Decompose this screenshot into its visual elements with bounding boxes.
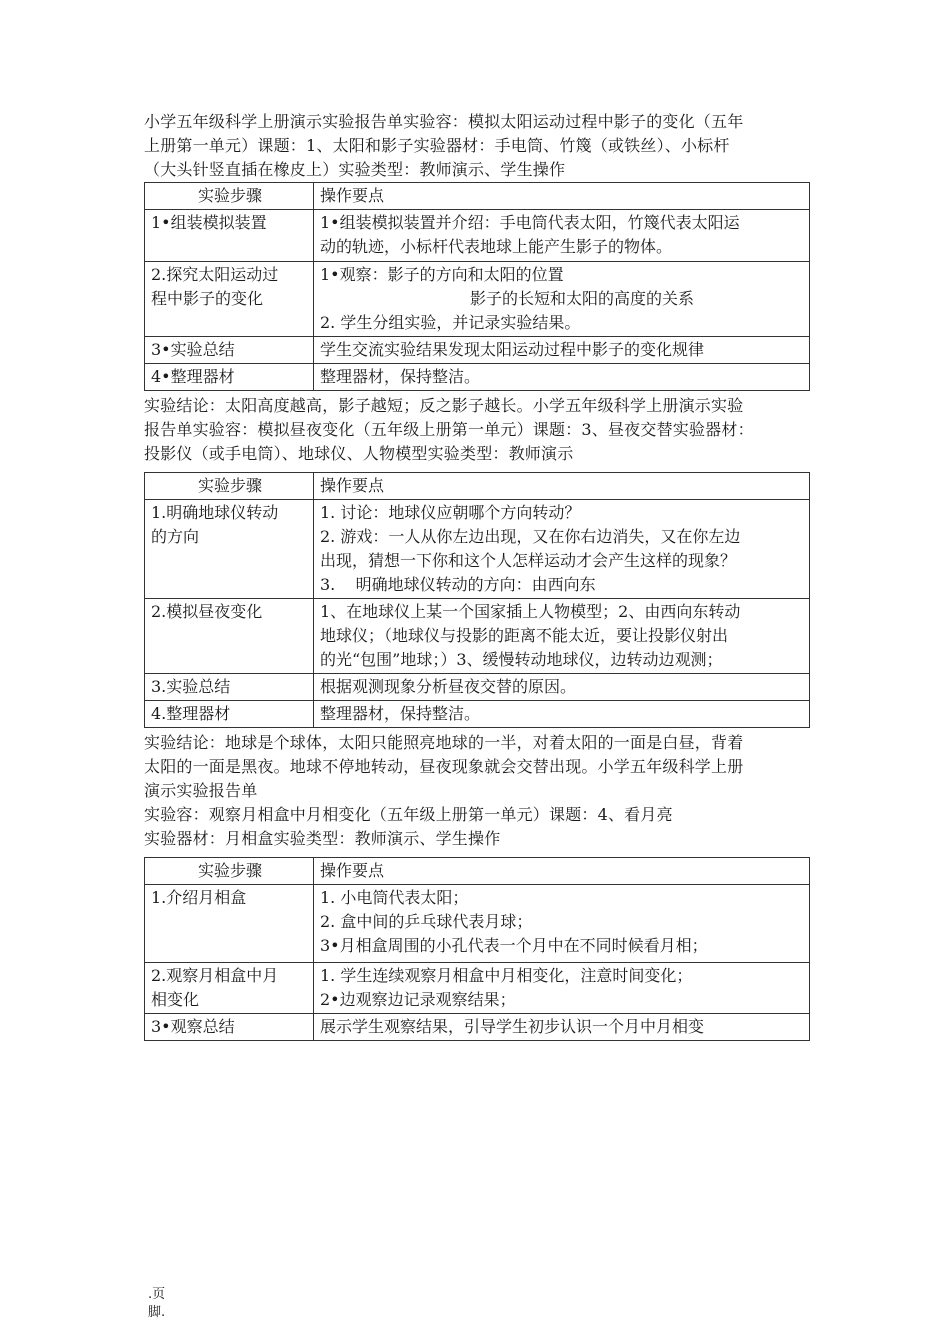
header-points: 操作要点 (314, 858, 810, 885)
experiment-table-2 (144, 472, 810, 728)
table-header-row (145, 183, 810, 210)
point-text: 2. 游戏：一人从你左边出现，又在你右边消失，又在你左边 (320, 527, 741, 546)
step-text: 4•整理器材 (151, 367, 235, 386)
section2-intro (144, 394, 810, 466)
points-cell (314, 337, 810, 364)
text-line: （大头针竖直插在橡皮上）实验类型：教师演示、学生操作 (144, 160, 566, 179)
text-line: 演示实验报告单 (144, 781, 258, 800)
table-row (145, 1014, 810, 1041)
table-row (145, 500, 810, 599)
step-text: 2.观察月相盒中月 (151, 966, 279, 985)
point-text: 整理器材，保持整洁。 (320, 704, 481, 723)
text-line: 实验结论：太阳高度越高，影子越短；反之影子越长。小学五年级科学上册演示实验 (144, 396, 744, 415)
point-text: 1. 讨论：地球仪应朝哪个方向转动？ (320, 503, 581, 522)
table-row (145, 701, 810, 728)
step-cell (145, 885, 314, 963)
step-text: 1.介绍月相盒 (151, 888, 247, 907)
points-cell (314, 885, 810, 963)
table-header-row (145, 858, 810, 885)
point-text: 3•月相盒周围的小孔代表一个月中在不同时候看月相； (320, 936, 708, 955)
point-text: 的光“包围”地球；）3、缓慢转动地球仪，边转动边观测； (320, 650, 723, 669)
point-text: 3. 明确地球仪转动的方向：由西向东 (320, 575, 596, 594)
header-points: 操作要点 (314, 473, 810, 500)
document-page (144, 110, 810, 1041)
point-text: 展示学生观察结果，引导学生初步认识一个月中月相变 (320, 1017, 705, 1036)
step-text: 3•实验总结 (151, 340, 235, 359)
table-row (145, 963, 810, 1014)
point-text: 1、在地球仪上某一个国家插上人物模型；2、由西向东转动 (320, 602, 741, 621)
point-text: 2. 盒中间的乒乓球代表月球； (320, 912, 533, 931)
step-text: 4.整理器材 (151, 704, 231, 723)
points-cell (314, 599, 810, 674)
points-cell (314, 674, 810, 701)
step-text: 程中影子的变化 (151, 289, 264, 308)
table-row (145, 885, 810, 963)
table-row (145, 210, 810, 262)
point-text: 1•组装模拟装置并介绍：手电筒代表太阳，竹篾代表太阳运 (320, 213, 740, 232)
points-cell (314, 1014, 810, 1041)
step-text: 2.模拟昼夜变化 (151, 602, 263, 621)
point-text: 1. 学生连续观察月相盒中月相变化，注意时间变化； (320, 966, 693, 985)
step-cell (145, 599, 314, 674)
table-header-row (145, 473, 810, 500)
step-cell (145, 210, 314, 262)
step-text: 2.探究太阳运动过 (151, 265, 279, 284)
header-step: 实验步骤 (145, 858, 314, 885)
header-step: 实验步骤 (145, 183, 314, 210)
text-line: 实验结论：地球是个球体，太阳只能照亮地球的一半，对着太阳的一面是白昼，背着 (144, 733, 744, 752)
table-row (145, 599, 810, 674)
point-text: 2. 学生分组实验，并记录实验结果。 (320, 313, 581, 332)
point-text: 2•边观察边记录观察结果； (320, 990, 516, 1009)
experiment-table-1 (144, 182, 810, 391)
table-row (145, 262, 810, 337)
point-text: 1•观察：影子的方向和太阳的位置 (320, 265, 564, 284)
point-text: 整理器材，保持整洁。 (320, 367, 481, 386)
step-cell (145, 262, 314, 337)
step-text: 相变化 (151, 990, 200, 1009)
point-text: 地球仪；（地球仪与投影的距离不能太近，要让投影仪射出 (320, 626, 729, 645)
point-text: 根据观测现象分析昼夜交替的原因。 (320, 677, 577, 696)
step-cell (145, 1014, 314, 1041)
points-cell (314, 262, 810, 337)
points-cell (314, 364, 810, 391)
text-line: 报告单实验容：模拟昼夜变化（五年级上册第一单元）课题：3、昼夜交替实验器材： (144, 420, 754, 439)
header-points: 操作要点 (314, 183, 810, 210)
table-row (145, 337, 810, 364)
step-cell (145, 701, 314, 728)
step-text: 3.实验总结 (151, 677, 231, 696)
points-cell (314, 210, 810, 262)
point-text: 学生交流实验结果发现太阳运动过程中影子的变化规律 (320, 340, 705, 359)
step-cell (145, 674, 314, 701)
page-footer (148, 1286, 165, 1322)
text-line: 实验器材：月相盒实验类型：教师演示、学生操作 (144, 829, 501, 848)
step-text: 的方向 (151, 527, 200, 546)
footer-line: 脚. (148, 1305, 166, 1320)
text-line: 上册第一单元）课题：1、太阳和影子实验器材：手电筒、竹篾（或铁丝）、小标杆 (144, 136, 730, 155)
text-line: 实验容：观察月相盒中月相变化（五年级上册第一单元）课题：4、看月亮 (144, 805, 673, 824)
point-text: 出现，猜想一下你和这个人怎样运动才会产生这样的现象？ (320, 551, 737, 570)
step-cell (145, 337, 314, 364)
points-cell (314, 963, 810, 1014)
section1-intro (144, 110, 810, 182)
experiment-table-3 (144, 857, 810, 1041)
points-cell (314, 500, 810, 599)
step-cell (145, 500, 314, 599)
step-cell (145, 963, 314, 1014)
point-text: 影子的长短和太阳的高度的关系 (470, 289, 695, 308)
table-row (145, 364, 810, 391)
point-text: 1. 小电筒代表太阳； (320, 888, 469, 907)
header-step: 实验步骤 (145, 473, 314, 500)
points-cell (314, 701, 810, 728)
step-text: 1•组装模拟装置 (151, 213, 267, 232)
footer-line: .页 (148, 1287, 166, 1302)
step-text: 3•观察总结 (151, 1017, 235, 1036)
table-row (145, 674, 810, 701)
text-line: 小学五年级科学上册演示实验报告单实验容：模拟太阳运动过程中影子的变化（五年 (144, 112, 744, 131)
step-text: 1.明确地球仪转动 (151, 503, 279, 522)
point-text: 动的轨迹，小标杆代表地球上能产生影子的物体。 (320, 237, 673, 256)
section3-intro (144, 731, 810, 851)
step-cell (145, 364, 314, 391)
text-line: 投影仪（或手电筒）、地球仪、人物模型实验类型：教师演示 (144, 444, 574, 463)
text-line: 太阳的一面是黑夜。地球不停地转动，昼夜现象就会交替出现。小学五年级科学上册 (144, 757, 744, 776)
